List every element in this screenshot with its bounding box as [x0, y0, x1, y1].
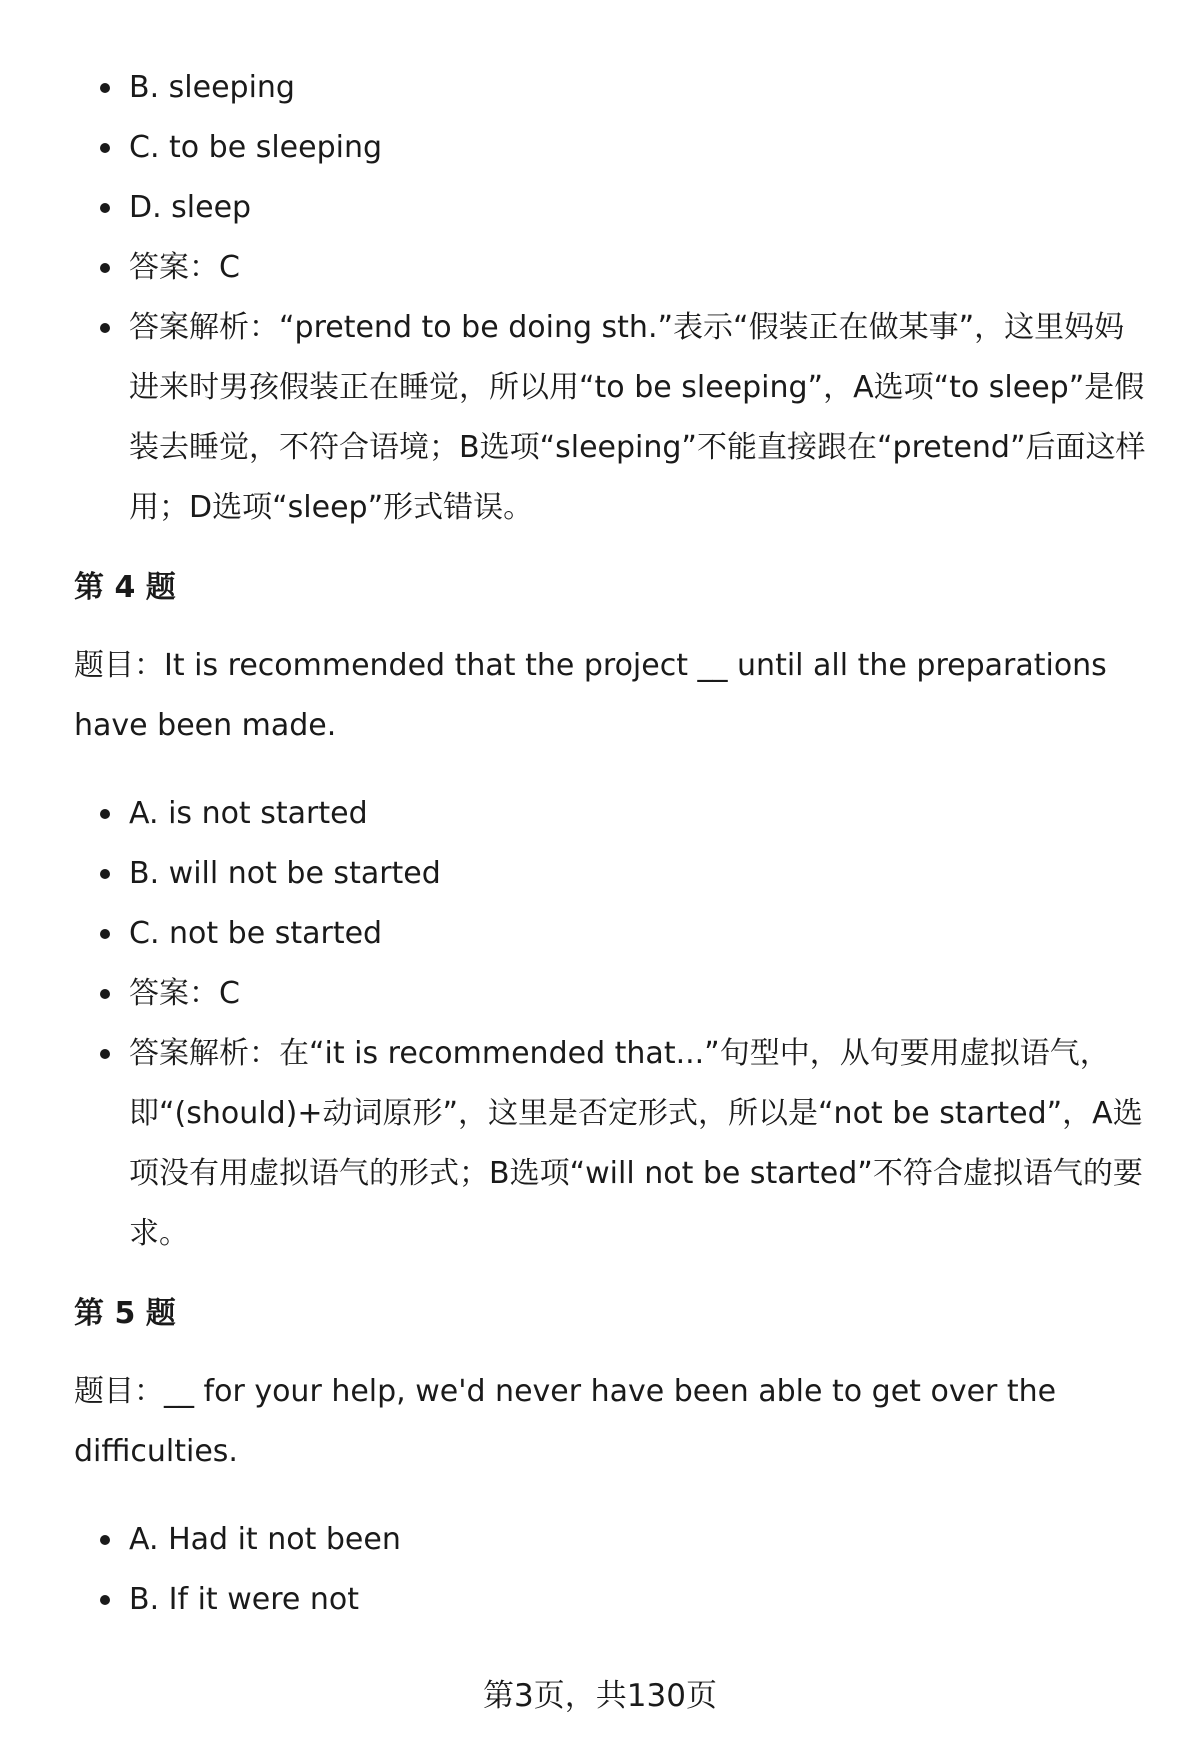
- list-item: [74, 1510, 1154, 1570]
- list-item: [74, 298, 1154, 538]
- list-item: [74, 1570, 1154, 1630]
- q3-option-b: B. sleeping: [129, 70, 295, 105]
- q4-option-b: B. will not be started: [129, 856, 441, 891]
- document-content: [74, 58, 1154, 1630]
- bullet-icon: [100, 989, 110, 999]
- q3-analysis: 答案解析：“pretend to be doing sth.”表示“假装正在做某事”，这里妈妈进来时男孩假装正在睡觉，所以用“to be sleeping”，A选项“to sleep”是假装去睡觉，不符合语境；B选项“sleeping”不能直接跟在“pretend”后面这样用；D选项“sleep”形式错误。: [129, 310, 1146, 525]
- bullet-icon: [100, 1535, 110, 1545]
- q3-option-c: C. to be sleeping: [129, 130, 383, 165]
- list-item: [74, 238, 1154, 298]
- list-item: [74, 58, 1154, 118]
- q4-option-c: C. not be started: [129, 916, 383, 951]
- q4-heading: 第 4 题: [74, 570, 176, 605]
- q3-answer: 答案：C: [129, 250, 240, 285]
- bullet-icon: [100, 143, 110, 153]
- list-item: [74, 844, 1154, 904]
- bullet-icon: [100, 203, 110, 213]
- bullet-icon: [100, 83, 110, 93]
- q5-option-a: A. Had it not been: [129, 1522, 401, 1557]
- list-item: [74, 904, 1154, 964]
- bullet-icon: [100, 323, 110, 333]
- q5-options-list: [74, 1510, 1154, 1630]
- bullet-icon: [100, 1595, 110, 1605]
- bullet-icon: [100, 263, 110, 273]
- q5-heading: 第 5 题: [74, 1296, 176, 1331]
- bullet-icon: [100, 809, 110, 819]
- list-item: [74, 118, 1154, 178]
- bullet-icon: [100, 869, 110, 879]
- list-item: [74, 964, 1154, 1024]
- bullet-icon: [100, 929, 110, 939]
- q4-analysis: 答案解析：在“it is recommended that...”句型中，从句要用虚拟语气，即“(should)+动词原形”，这里是否定形式，所以是“not be started”，A选项没有用虚拟语气的形式；B选项“will not be started”不符合虚拟语气的要求。: [129, 1036, 1143, 1251]
- list-item: [74, 1024, 1154, 1264]
- page-number-footer: 第3页，共130页: [483, 1678, 717, 1714]
- q5-option-b: B. If it were not: [129, 1582, 360, 1617]
- q4-question: 题目：It is recommended that the project __ until all the preparations have been made.: [74, 648, 1107, 743]
- list-item: [74, 178, 1154, 238]
- q5-question: 题目：__ for your help, we'd never have been able to get over the difficulties.: [74, 1374, 1057, 1469]
- q4-answer: 答案：C: [129, 976, 240, 1011]
- bullet-icon: [100, 1049, 110, 1059]
- q4-options-list: [74, 784, 1154, 1264]
- q3-options-list: [74, 58, 1154, 538]
- q3-option-d: D. sleep: [129, 190, 252, 225]
- list-item: [74, 784, 1154, 844]
- q4-option-a: A. is not started: [129, 796, 368, 831]
